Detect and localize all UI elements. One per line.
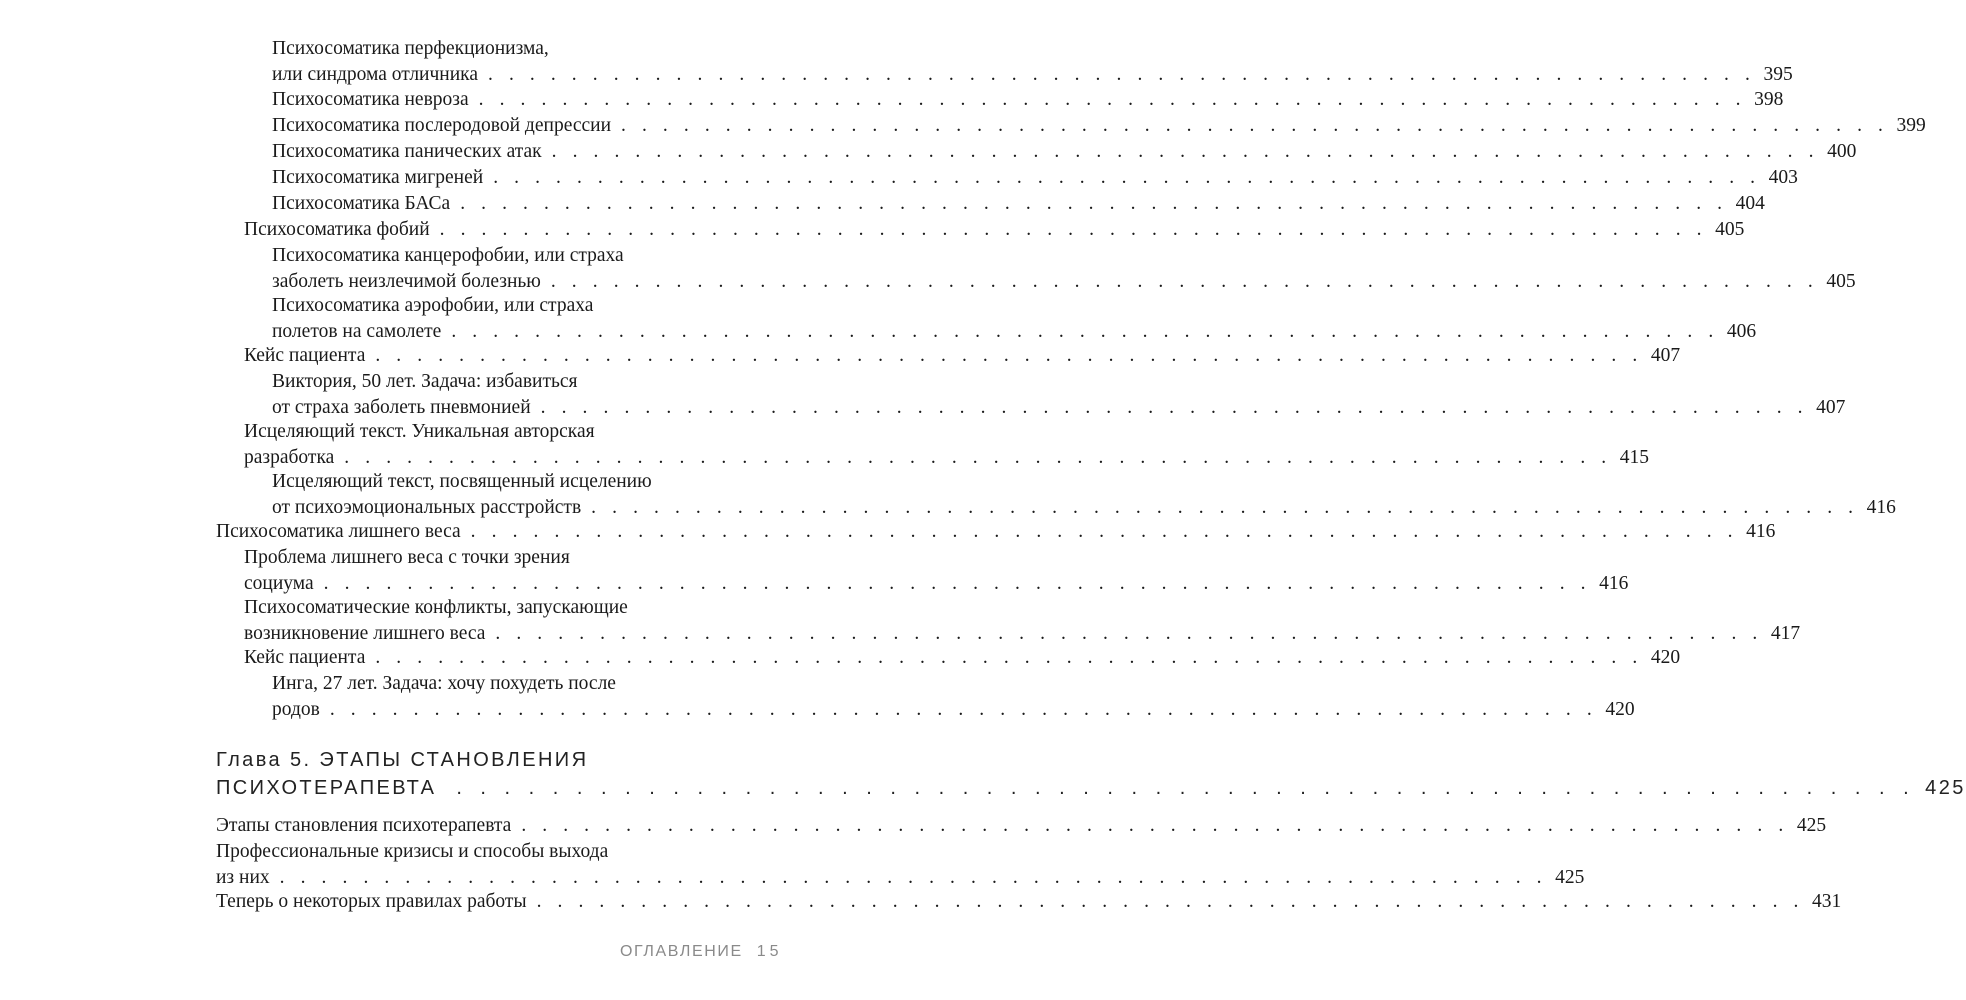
toc-entry-text: Психосоматика фобий [244, 219, 430, 240]
toc-entry [272, 87, 1784, 113]
toc-entry [272, 243, 1856, 294]
dot-leader: . . . . . . . . . . . . . . . . . . . . . . . . . . . . . . . . . . . . . . . . . . . . . . . . . . . . . . . . . . . . . [329, 698, 1598, 720]
chapter-heading [216, 746, 1966, 802]
toc-page-number: 431 [1812, 891, 1842, 912]
dot-leader: . . . . . . . . . . . . . . . . . . . . . . . . . . . . . . . . . . . . . . . . . . . . . . . . . . . . . . . . . . . . . [456, 777, 1916, 799]
dot-leader: . . . . . . . . . . . . . . . . . . . . . . . . . . . . . . . . . . . . . . . . . . . . . . . . . . . . . . . . . . . . . [550, 270, 1819, 292]
dot-leader: . . . . . . . . . . . . . . . . . . . . . . . . . . . . . . . . . . . . . . . . . . . . . . . . . . . . . . . . . . . . . [344, 446, 1612, 468]
dot-leader: . . . . . . . . . . . . . . . . . . . . . . . . . . . . . . . . . . . . . . . . . . . . . . . . . . . . . . . . . . . . . [451, 320, 1719, 342]
toc-page-number: 407 [1650, 345, 1681, 366]
toc-page-number: 395 [1763, 63, 1793, 85]
toc-entry [272, 469, 1896, 520]
toc-page-number: 415 [1619, 446, 1650, 468]
toc-page-number: 416 [1746, 521, 1776, 542]
toc-entry-text: Инга, 27 лет. Задача: хочу похудеть после [272, 673, 616, 694]
dot-leader: . . . . . . . . . . . . . . . . . . . . . . . . . . . . . . . . . . . . . . . . . . . . . . . . . . . . . . . . . . . . . [621, 115, 1889, 136]
toc-entry-text: из них [216, 866, 270, 888]
toc-page-number: 405 [1715, 219, 1745, 240]
toc-entry-text: возникновение лишнего веса [244, 622, 486, 644]
dot-leader: . . . . . . . . . . . . . . . . . . . . . . . . . . . . . . . . . . . . . . . . . . . . . . . . . . . . . . . . . . . . . [375, 345, 1643, 366]
toc-entry [244, 545, 1629, 596]
toc-entry-text: или синдрома отличника [272, 63, 478, 85]
toc-entry [216, 519, 1776, 545]
toc-entry [272, 139, 1857, 165]
toc-entry-text: Психосоматика лишнего веса [216, 521, 461, 542]
toc-page-number: 405 [1826, 270, 1856, 292]
toc-entry-text: родов [272, 698, 320, 720]
toc-entry-text: Психосоматика канцерофобии, или страха [272, 245, 624, 266]
toc-entry-text: Кейс пациента [244, 345, 366, 366]
chapter-title: Глава 5. ЭТАПЫ СТАНОВЛЕНИЯ [216, 749, 589, 771]
dot-leader: . . . . . . . . . . . . . . . . . . . . . . . . . . . . . . . . . . . . . . . . . . . . . . . . . . . . . . . . . . . . . [493, 167, 1761, 188]
toc-page-number: 400 [1827, 141, 1857, 162]
toc-page-number: 416 [1866, 496, 1896, 518]
dot-leader: . . . . . . . . . . . . . . . . . . . . . . . . . . . . . . . . . . . . . . . . . . . . . . . . . . . . . . . . . . . . . [521, 815, 1789, 836]
toc-entry-text: Психосоматика панических атак [272, 141, 542, 162]
toc-page-number: 404 [1735, 193, 1765, 214]
toc-entry-text: Психосоматика послеродовой депрессии [272, 115, 612, 136]
toc-entry [216, 839, 1585, 890]
toc-entry-text: Проблема лишнего веса с точки зрения [244, 547, 570, 568]
dot-leader: . . . . . . . . . . . . . . . . . . . . . . . . . . . . . . . . . . . . . . . . . . . . . . . . . . . . . . . . . . . . . [460, 193, 1728, 214]
toc-entry [272, 165, 1798, 191]
toc-entry-text: Исцеляющий текст. Уникальная авторская [244, 421, 595, 442]
dot-leader: . . . . . . . . . . . . . . . . . . . . . . . . . . . . . . . . . . . . . . . . . . . . . . . . . . . . . . . . . . . . . [495, 622, 1763, 644]
toc-entry-text: Кейс пациента [244, 647, 366, 668]
dot-leader: . . . . . . . . . . . . . . . . . . . . . . . . . . . . . . . . . . . . . . . . . . . . . . . . . . . . . . . . . . . . . [439, 219, 1708, 240]
toc-entry-text: Психосоматика невроза [272, 89, 469, 110]
dot-leader: . . . . . . . . . . . . . . . . . . . . . . . . . . . . . . . . . . . . . . . . . . . . . . . . . . . . . . . . . . . . . [375, 647, 1643, 668]
toc-entry-text: Этапы становления психотерапевта [216, 815, 512, 836]
running-footer [620, 943, 783, 961]
toc-entry-text: полетов на самолете [272, 320, 442, 342]
toc-page-number: 399 [1896, 115, 1926, 136]
dot-leader: . . . . . . . . . . . . . . . . . . . . . . . . . . . . . . . . . . . . . . . . . . . . . . . . . . . . . . . . . . . . . [591, 496, 1859, 518]
toc-entry-text: социума [244, 572, 314, 594]
toc-entry-text: Психосоматика аэрофобии, или страха [272, 295, 594, 316]
toc-entry-text: от психоэмоциональных расстройств [272, 496, 582, 518]
toc-page-number: 420 [1650, 647, 1681, 668]
toc-entry-text: Психосоматика БАСа [272, 193, 451, 214]
toc-entry [216, 889, 1842, 915]
chapter-page-number: 425 [1925, 777, 1966, 799]
toc-page-number: 398 [1754, 89, 1784, 110]
toc-entry-text: Психосоматика мигреней [272, 167, 484, 188]
toc-entry [272, 293, 1757, 344]
footer-title: ОГЛАВЛЕНИЕ [620, 943, 743, 960]
toc-entry [272, 369, 1846, 420]
toc-entry [272, 113, 1926, 139]
dot-leader: . . . . . . . . . . . . . . . . . . . . . . . . . . . . . . . . . . . . . . . . . . . . . . . . . . . . . . . . . . . . . [540, 396, 1809, 418]
chapter-title: ПСИХОТЕРАПЕВТА [216, 777, 437, 799]
toc-entry [244, 419, 1650, 470]
toc-entry-text: Психосоматические конфликты, запускающие [244, 597, 628, 618]
toc-entry-text: Психосоматика перфекционизма, [272, 38, 549, 59]
toc-entry-text: Профессиональные кризисы и способы выхода [216, 841, 609, 862]
toc-entry-text: от страха заболеть пневмонией [272, 396, 531, 418]
toc-page-number: 425 [1796, 815, 1827, 836]
toc-entry [272, 671, 1635, 722]
toc-page-number: 416 [1599, 572, 1629, 594]
toc-page-number: 403 [1768, 167, 1798, 188]
footer-page-number: 15 [756, 943, 783, 960]
dot-leader: . . . . . . . . . . . . . . . . . . . . . . . . . . . . . . . . . . . . . . . . . . . . . . . . . . . . . . . . . . . . . [488, 63, 1756, 85]
dot-leader: . . . . . . . . . . . . . . . . . . . . . . . . . . . . . . . . . . . . . . . . . . . . . . . . . . . . . . . . . . . . . [279, 866, 1548, 888]
toc-page-number: 417 [1770, 622, 1801, 644]
toc-entry [272, 191, 1765, 217]
dot-leader: . . . . . . . . . . . . . . . . . . . . . . . . . . . . . . . . . . . . . . . . . . . . . . . . . . . . . . . . . . . . . [478, 89, 1747, 110]
toc-entry [244, 595, 1801, 646]
toc-entry [244, 343, 1681, 369]
toc-entry-text: разработка [244, 446, 335, 468]
toc-entry-text: Теперь о некоторых правилах работы [216, 891, 527, 912]
toc-entry [244, 217, 1745, 243]
dot-leader: . . . . . . . . . . . . . . . . . . . . . . . . . . . . . . . . . . . . . . . . . . . . . . . . . . . . . . . . . . . . . [536, 891, 1805, 912]
toc-entry [244, 645, 1681, 671]
toc-entry [272, 36, 1793, 87]
dot-leader: . . . . . . . . . . . . . . . . . . . . . . . . . . . . . . . . . . . . . . . . . . . . . . . . . . . . . . . . . . . . . [323, 572, 1592, 594]
toc-page-number: 425 [1555, 866, 1585, 888]
toc-entry-text: заболеть неизлечимой болезнью [272, 270, 541, 292]
toc-entry [216, 813, 1827, 839]
dot-leader: . . . . . . . . . . . . . . . . . . . . . . . . . . . . . . . . . . . . . . . . . . . . . . . . . . . . . . . . . . . . . [551, 141, 1820, 162]
toc-entry-text: Виктория, 50 лет. Задача: избавиться [272, 371, 578, 392]
toc-page-number: 420 [1605, 698, 1635, 720]
dot-leader: . . . . . . . . . . . . . . . . . . . . . . . . . . . . . . . . . . . . . . . . . . . . . . . . . . . . . . . . . . . . . [470, 521, 1739, 542]
toc-entry-text: Исцеляющий текст, посвященный исцелению [272, 471, 652, 492]
toc-page-number: 406 [1726, 320, 1757, 342]
toc-page-number: 407 [1816, 396, 1846, 418]
